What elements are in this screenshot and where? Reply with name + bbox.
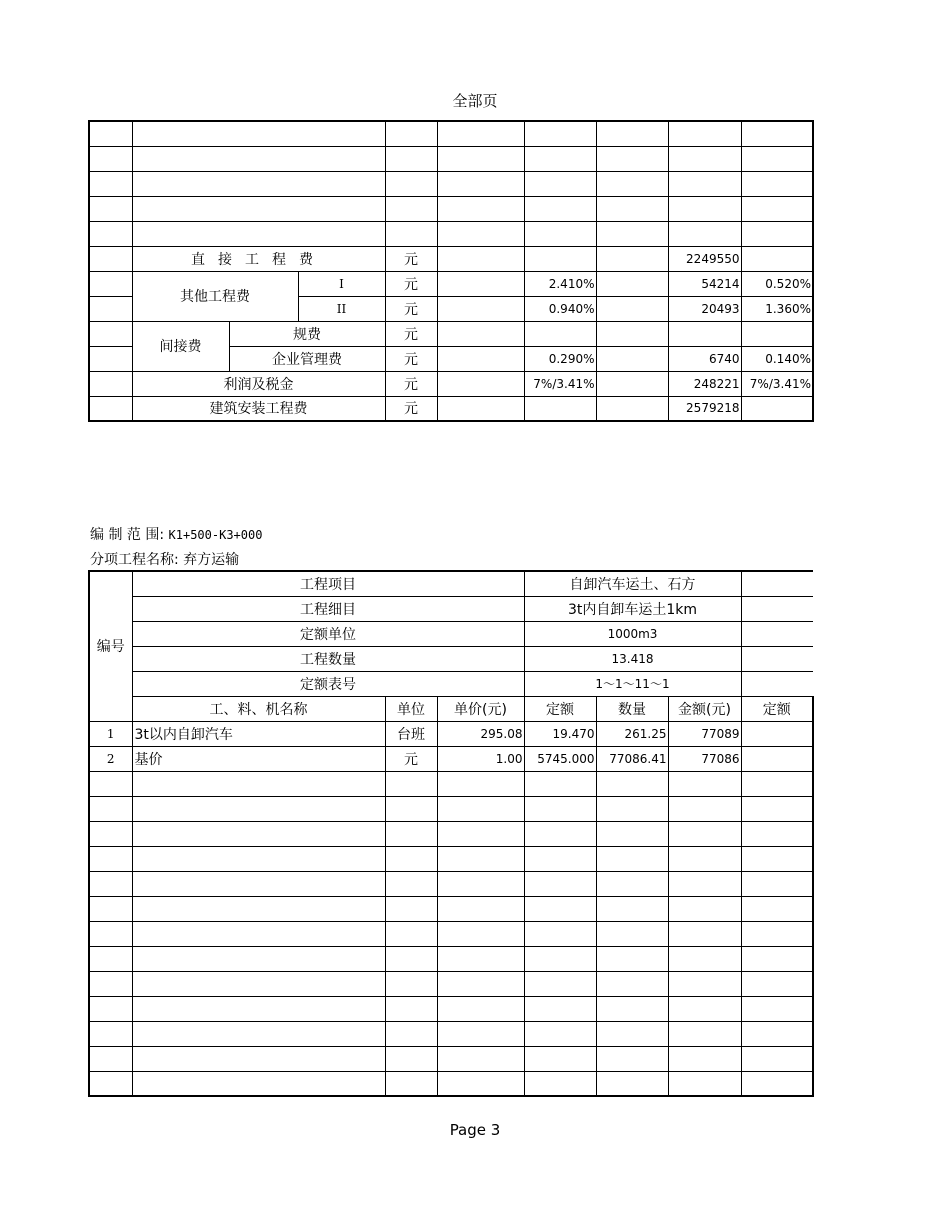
item-unit: 元 <box>385 746 437 771</box>
quota-detail-table <box>88 570 814 1097</box>
row-name: 利润及税金 <box>132 371 385 396</box>
row-amount <box>668 321 741 346</box>
blank-rows <box>89 771 813 1096</box>
scope-line <box>90 524 262 544</box>
blank-row <box>89 971 813 996</box>
item-value: 弃方运输 <box>183 552 240 568</box>
item-no: 1 <box>89 721 132 746</box>
item-label: 分项工程名称: <box>90 552 179 568</box>
row-unit: 元 <box>385 396 437 421</box>
blank-row <box>89 946 813 971</box>
info-label: 工程项目 <box>132 571 524 596</box>
group-other-costs: 其他工程费 <box>132 271 298 321</box>
item-quota: 5745.000 <box>524 746 596 771</box>
row-rate <box>524 396 596 421</box>
item-price: 295.08 <box>437 721 524 746</box>
blank-row <box>89 221 813 246</box>
info-row <box>89 646 813 671</box>
summary-row <box>89 271 813 296</box>
info-value: 1～1～11～1 <box>524 671 741 696</box>
item-qty: 77086.41 <box>596 746 668 771</box>
group-indirect-costs: 间接费 <box>132 321 229 371</box>
row-rate <box>524 321 596 346</box>
row-rate: 7%/3.41% <box>524 371 596 396</box>
info-extra <box>741 571 813 596</box>
code-header: 编号 <box>89 571 132 721</box>
item-quota: 19.470 <box>524 721 596 746</box>
row-name: 建筑安装工程费 <box>132 396 385 421</box>
blank-row <box>89 196 813 221</box>
col-header-qty: 数量 <box>596 696 668 721</box>
info-row <box>89 596 813 621</box>
col-header-quota-2: 定额 <box>741 696 813 721</box>
summary-row <box>89 396 813 421</box>
row-sub: 规费 <box>229 321 385 346</box>
row-sub: I <box>298 271 385 296</box>
row-sub: 企业管理费 <box>229 346 385 371</box>
col-header-price: 单价(元) <box>437 696 524 721</box>
column-header-row <box>89 696 813 721</box>
row-rate2 <box>741 246 813 271</box>
item-name: 3t以内自卸汽车 <box>132 721 385 746</box>
blank-row <box>89 1021 813 1046</box>
row-rate: 0.290% <box>524 346 596 371</box>
item-qty: 261.25 <box>596 721 668 746</box>
scope-label: 编 制 范 围: <box>90 527 165 543</box>
page-header: 全部页 <box>452 92 498 110</box>
blank-row <box>89 171 813 196</box>
info-row <box>89 571 813 596</box>
blank-row <box>89 896 813 921</box>
row-unit: 元 <box>385 271 437 296</box>
summary-row <box>89 371 813 396</box>
item-price: 1.00 <box>437 746 524 771</box>
blank-row <box>89 846 813 871</box>
row-unit: 元 <box>385 346 437 371</box>
blank-row <box>89 921 813 946</box>
blank-row <box>89 996 813 1021</box>
row-unit: 元 <box>385 321 437 346</box>
blank-row <box>89 796 813 821</box>
info-extra <box>741 671 813 696</box>
item-extra <box>741 746 813 771</box>
row-rate <box>524 246 596 271</box>
row-name: 直接工程费 <box>132 246 385 271</box>
row-amount: 54214 <box>668 271 741 296</box>
item-name: 基价 <box>132 746 385 771</box>
row-rate2: 7%/3.41% <box>741 371 813 396</box>
row-amount: 20493 <box>668 296 741 321</box>
blank-row <box>89 1046 813 1071</box>
info-value: 13.418 <box>524 646 741 671</box>
info-label: 定额单位 <box>132 621 524 646</box>
item-row <box>89 746 813 771</box>
info-value: 自卸汽车运土、石方 <box>524 571 741 596</box>
row-unit: 元 <box>385 246 437 271</box>
blank-row <box>89 1071 813 1096</box>
info-extra <box>741 646 813 671</box>
row-rate2 <box>741 396 813 421</box>
item-extra <box>741 721 813 746</box>
scope-value: K1+500-K3+000 <box>168 528 263 542</box>
blank-row <box>89 871 813 896</box>
row-unit: 元 <box>385 296 437 321</box>
row-rate2: 0.140% <box>741 346 813 371</box>
item-amount: 77089 <box>668 721 741 746</box>
blank-row <box>89 146 813 171</box>
summary-row <box>89 321 813 346</box>
cost-summary-table <box>88 120 814 422</box>
col-header-quota: 定额 <box>524 696 596 721</box>
row-rate: 2.410% <box>524 271 596 296</box>
blank-row <box>89 821 813 846</box>
row-rate: 0.940% <box>524 296 596 321</box>
col-header-amount: 金额(元) <box>668 696 741 721</box>
col-header-unit: 单位 <box>385 696 437 721</box>
row-sub: II <box>298 296 385 321</box>
item-unit: 台班 <box>385 721 437 746</box>
row-rate2 <box>741 321 813 346</box>
item-line <box>90 549 239 569</box>
row-unit: 元 <box>385 371 437 396</box>
summary-row <box>89 246 813 271</box>
item-amount: 77086 <box>668 746 741 771</box>
info-label: 工程细目 <box>132 596 524 621</box>
row-rate2: 0.520% <box>741 271 813 296</box>
item-no: 2 <box>89 746 132 771</box>
row-amount: 248221 <box>668 371 741 396</box>
page-footer: Page 3 <box>449 1121 501 1139</box>
blank-row <box>89 121 813 146</box>
blank-row <box>89 771 813 796</box>
info-label: 工程数量 <box>132 646 524 671</box>
item-row <box>89 721 813 746</box>
info-extra <box>741 596 813 621</box>
row-amount: 2249550 <box>668 246 741 271</box>
info-value: 1000m3 <box>524 621 741 646</box>
info-label: 定额表号 <box>132 671 524 696</box>
info-value: 3t内自卸车运土1km <box>524 596 741 621</box>
row-rate2: 1.360% <box>741 296 813 321</box>
info-row <box>89 621 813 646</box>
row-amount: 6740 <box>668 346 741 371</box>
info-extra <box>741 621 813 646</box>
info-row <box>89 671 813 696</box>
row-amount: 2579218 <box>668 396 741 421</box>
col-header-name: 工、料、机名称 <box>132 696 385 721</box>
